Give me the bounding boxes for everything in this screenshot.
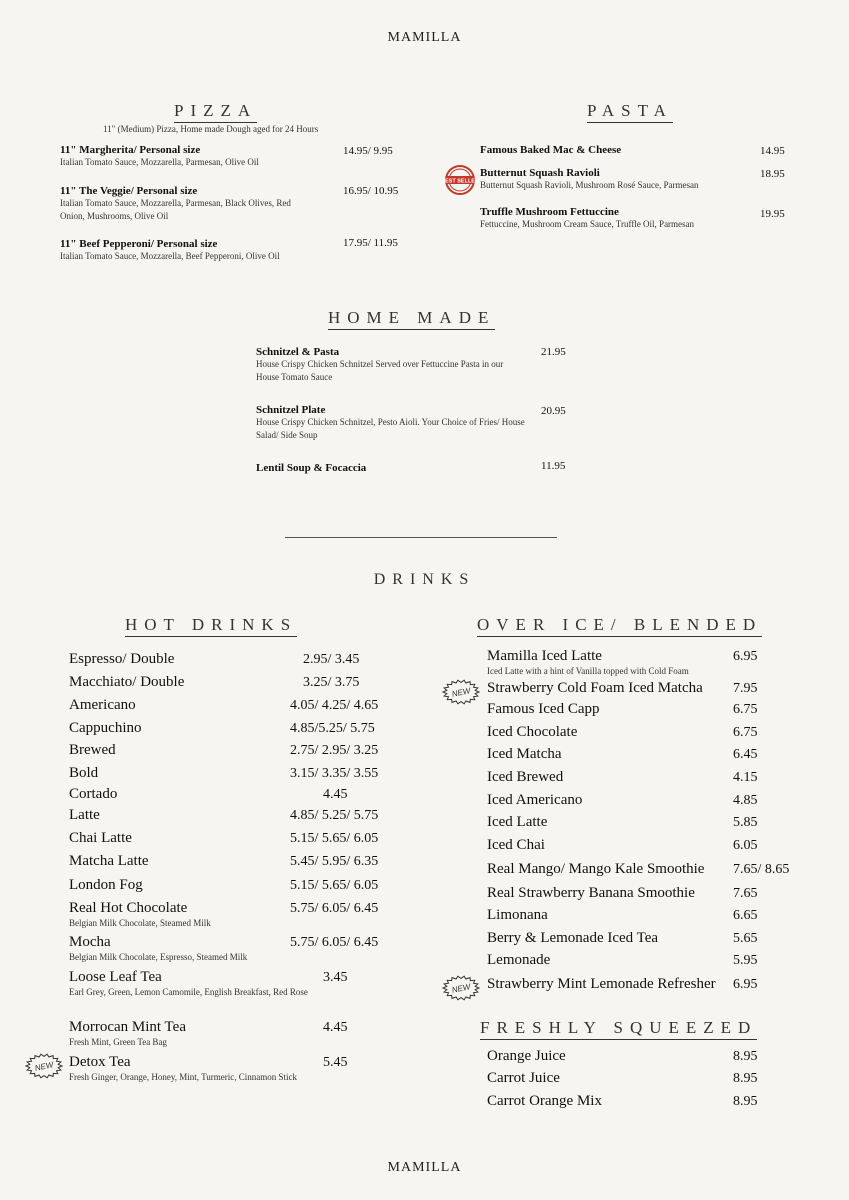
new-badge-label: NEW [451,982,472,995]
hot-drink-item-desc: Earl Grey, Green, Lemon Camomile, English Breakfast, Red Rose [69,987,308,997]
new-badge-label: NEW [34,1060,55,1073]
hot-drink-item [69,853,309,870]
hot-drink-item [69,900,309,930]
pizza-note: 11" (Medium) Pizza, Home made Dough aged for 24 Hours [103,124,319,134]
pasta-item-name: Famous Baked Mac & Cheese [480,144,622,156]
homemade-item-price: 11.95 [541,460,566,472]
iced-drink-item-price: 7.65/ 8.65 [733,862,790,877]
new-badge-icon [441,678,481,706]
hot-drink-item [69,830,309,847]
new-badge-label: NEW [451,686,472,699]
hot-drink-item-price: 4.45 [323,1020,348,1035]
iced-drink-item-price: 6.05 [733,838,758,853]
hot-drink-item-name: Matcha Latte [69,853,149,869]
best-seller-badge-icon [441,164,479,196]
iced-drink-item [487,701,727,718]
fresh-juice-item-name: Carrot Juice [487,1070,560,1086]
pasta-item [480,167,740,192]
iced-drink-item-name: Iced Brewed [487,769,564,785]
pasta-item-name: Butternut Squash Ravioli [480,167,600,179]
hot-drink-item [69,765,309,782]
hot-drink-item-name: Macchiato/ Double [69,674,185,690]
iced-drink-item [487,648,727,678]
iced-drink-item-desc: Iced Latte with a hint of Vanilla topped with Cold Foam [487,666,689,676]
iced-drink-item-price: 6.95 [733,977,758,992]
pizza-item-desc: Italian Tomato Sauce, Mozzarella, Parmesan, Black Olives, Red Onion, Mushrooms, Olive Oil [60,198,291,221]
pizza-item-price: 17.95/ 11.95 [343,237,398,249]
pizza-item-desc: Italian Tomato Sauce, Mozzarella, Beef Pepperoni, Olive Oil [60,251,280,261]
pizza-item-name: 11" Beef Pepperoni/ Personal size [60,238,218,250]
hot-drink-item-name: Cortado [69,786,118,802]
iced-drink-item-price: 6.95 [733,649,758,664]
iced-drink-item-name: Iced Americano [487,792,583,808]
pizza-item [60,238,320,263]
iced-drink-item-name: Strawberry Mint Lemonade Refresher [487,976,716,992]
homemade-item-price: 20.95 [541,405,566,417]
iced-drink-item [487,952,727,969]
fresh-juice-item-price: 8.95 [733,1094,758,1109]
section-divider [285,537,557,538]
hot-drink-item [69,969,309,999]
hot-drink-item-price: 3.45 [323,970,348,985]
fresh-juice-item-name: Carrot Orange Mix [487,1093,602,1109]
homemade-item-name: Schnitzel Plate [256,404,326,416]
fresh-juice-item-name: Orange Juice [487,1048,566,1064]
hot-drink-item-name: Real Hot Chocolate [69,900,188,916]
iced-drink-item-price: 6.65 [733,908,758,923]
hot-drink-item-price: 4.45 [323,787,348,802]
hot-drink-item [69,934,309,964]
hot-drink-item-name: Espresso/ Double [69,651,175,667]
hot-drink-item-desc: Fresh Mint, Green Tea Bag [69,1037,167,1047]
iced-drink-item-price: 6.45 [733,747,758,762]
homemade-item-name: Schnitzel & Pasta [256,346,340,358]
iced-drink-item [487,724,727,741]
hot-drink-item-price: 4.05/ 4.25/ 4.65 [290,698,379,713]
hot-drink-item-price: 2.95/ 3.45 [303,652,360,667]
hot-drink-item [69,786,309,803]
iced-drink-item-name: Limonana [487,907,548,923]
hot-drink-item-name: Latte [69,807,100,823]
pasta-item [480,144,740,156]
hot-drink-item [69,742,309,759]
hot-drink-item-name: Bold [69,765,99,781]
over-ice-section-title: OVER ICE/ BLENDED [477,615,762,637]
hot-drink-item-desc: Fresh Ginger, Orange, Honey, Mint, Turmeric, Cinnamon Stick [69,1072,298,1082]
pizza-item-desc: Italian Tomato Sauce, Mozzarella, Parmesan, Olive Oil [60,157,259,167]
hot-drink-item [69,674,309,691]
iced-drink-item-name: Berry & Lemonade Iced Tea [487,930,659,946]
homemade-section-title: HOME MADE [328,308,495,330]
new-badge-icon [24,1052,64,1080]
iced-drink-item [487,907,727,924]
pizza-item [60,185,300,223]
freshly-squeezed-section-title: FRESHLY SQUEEZED [480,1018,757,1040]
pizza-section-title: PIZZA [174,101,257,123]
pasta-item-price: 14.95 [760,145,785,157]
iced-drink-item-name: Lemonade [487,952,551,968]
iced-drink-item [487,680,727,697]
pasta-item-price: 19.95 [760,208,785,220]
hot-drink-item-price: 5.75/ 6.05/ 6.45 [290,935,379,950]
iced-drink-item-name: Real Strawberry Banana Smoothie [487,885,695,901]
brand-title-bottom: MAMILLA [387,1160,462,1175]
hot-drink-item-name: Loose Leaf Tea [69,969,162,985]
hot-drink-item [69,720,309,737]
iced-drink-item [487,930,727,947]
iced-drink-item-name: Famous Iced Capp [487,701,600,717]
iced-drink-item-price: 5.95 [733,953,758,968]
iced-drink-item-price: 6.75 [733,702,758,717]
iced-drink-item-price: 4.85 [733,793,758,808]
iced-drink-item-name: Real Mango/ Mango Kale Smoothie [487,861,705,877]
iced-drink-item [487,769,727,786]
new-badge-icon [441,974,481,1002]
hot-drink-item [69,877,309,894]
iced-drink-item-price: 5.85 [733,815,758,830]
hot-drink-item [69,1019,309,1049]
pasta-item-name: Truffle Mushroom Fettuccine [480,206,619,218]
pizza-item [60,144,300,169]
hot-drink-item [69,651,309,668]
iced-drink-item-price: 4.15 [733,770,758,785]
hot-drink-item-price: 5.75/ 6.05/ 6.45 [290,901,379,916]
hot-drink-item-desc: Belgian Milk Chocolate, Espresso, Steamed Milk [69,952,248,962]
hot-drink-item-name: London Fog [69,877,143,893]
iced-drink-item [487,976,727,993]
pasta-item-price: 18.95 [760,168,785,180]
iced-drink-item-name: Iced Chocolate [487,724,578,740]
homemade-item-desc: House Crispy Chicken Schnitzel Served over Fettuccine Pasta in our House Tomato Sauce [256,359,504,382]
hot-drink-item-name: Brewed [69,742,116,758]
iced-drink-item [487,792,727,809]
iced-drink-item-price: 5.65 [733,931,758,946]
iced-drink-item-price: 7.95 [733,681,758,696]
iced-drink-item-name: Iced Chai [487,837,545,853]
iced-drink-item-name: Iced Latte [487,814,548,830]
iced-drink-item-name: Strawberry Cold Foam Iced Matcha [487,680,703,696]
hot-drink-item-price: 5.15/ 5.65/ 6.05 [290,831,379,846]
hot-drink-item-price: 3.15/ 3.35/ 3.55 [290,766,379,781]
hot-drink-item-price: 4.85/ 5.25/ 5.75 [290,808,379,823]
pasta-item-desc: Butternut Squash Ravioli, Mushroom Rosé Sauce, Parmesan [480,180,699,190]
homemade-item-desc: House Crispy Chicken Schnitzel, Pesto Aioli. Your Choice of Fries/ House Salad/ Side Soup [256,417,525,440]
iced-drink-item [487,837,727,854]
homemade-item [256,346,526,384]
hot-drink-item-desc: Belgian Milk Chocolate, Steamed Milk [69,918,211,928]
hot-drink-item-price: 4.85/5.25/ 5.75 [290,721,375,736]
pizza-item-name: 11" Margherita/ Personal size [60,144,201,156]
hot-drink-item-name: Americano [69,697,136,713]
homemade-item [256,462,526,474]
hot-drink-item [69,1054,309,1084]
hot-drinks-section-title: HOT DRINKS [125,615,297,637]
drinks-title: DRINKS [373,571,476,588]
hot-drink-item-price: 5.45/ 5.95/ 6.35 [290,854,379,869]
hot-drink-item-price: 5.45 [323,1055,348,1070]
brand-title-top: MAMILLA [387,30,462,45]
homemade-item [256,404,528,442]
homemade-item-price: 21.95 [541,346,566,358]
iced-drink-item-name: Mamilla Iced Latte [487,648,602,664]
iced-drink-item [487,814,727,831]
hot-drink-item-name: Cappuchino [69,720,142,736]
hot-drink-item-price: 2.75/ 2.95/ 3.25 [290,743,379,758]
hot-drink-item-name: Chai Latte [69,830,132,846]
hot-drink-item [69,807,309,824]
pasta-section-title: PASTA [587,101,673,123]
hot-drink-item-name: Detox Tea [69,1054,131,1070]
hot-drink-item-name: Mocha [69,934,111,950]
homemade-item-name: Lentil Soup & Focaccia [256,462,367,474]
pasta-item [480,206,740,231]
best-seller-badge-label: BEST SELLER [441,178,479,185]
pizza-item-price: 16.95/ 10.95 [343,185,399,197]
hot-drink-item-price: 5.15/ 5.65/ 6.05 [290,878,379,893]
hot-drink-item [69,697,309,714]
iced-drink-item-price: 6.75 [733,725,758,740]
pizza-item-price: 14.95/ 9.95 [343,145,393,157]
iced-drink-item [487,861,727,878]
hot-drink-item-price: 3.25/ 3.75 [303,675,360,690]
pizza-item-name: 11" The Veggie/ Personal size [60,185,198,197]
fresh-juice-item-price: 8.95 [733,1049,758,1064]
iced-drink-item-price: 7.65 [733,886,758,901]
iced-drink-item [487,885,727,902]
fresh-juice-item-price: 8.95 [733,1071,758,1086]
iced-drink-item [487,746,727,763]
iced-drink-item-name: Iced Matcha [487,746,562,762]
hot-drink-item-name: Morrocan Mint Tea [69,1019,186,1035]
pasta-item-desc: Fettuccine, Mushroom Cream Sauce, Truffle Oil, Parmesan [480,219,695,229]
